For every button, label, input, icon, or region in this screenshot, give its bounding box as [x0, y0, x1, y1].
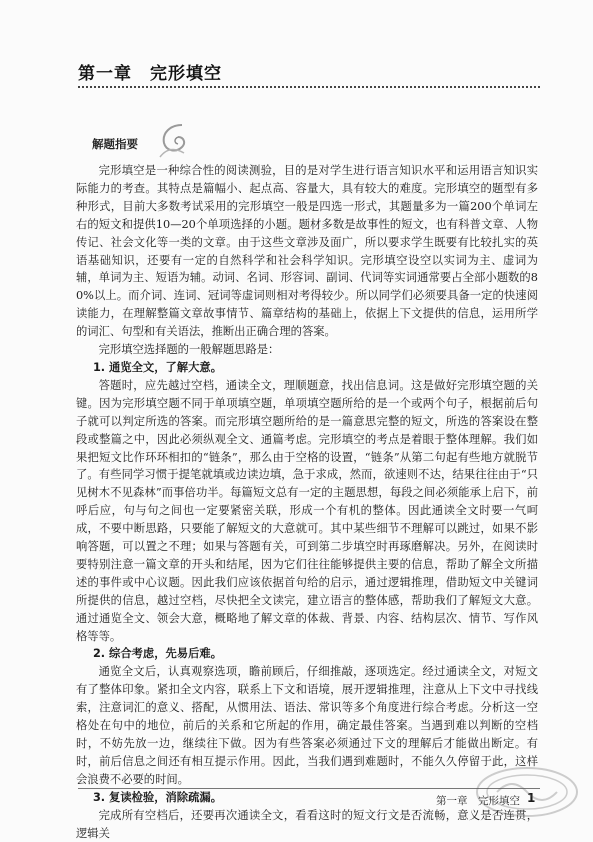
step-1-heading: 1. 通览全文，了解大意。 [92, 360, 222, 374]
header-dotted-rule [78, 86, 540, 88]
paragraph-approach: 完形填空选择题的一般解题思路是： [98, 343, 280, 357]
footer-rule [78, 788, 540, 789]
watermark-icon [472, 762, 582, 820]
swirl-decoration-icon [152, 119, 196, 163]
step-1-text: 答题时，应先越过空档，通读全文，理顺题意，找出信息词。这是做好完形填空题的关键。因为完形填空题不同于单项填空题，单项填空题所给的是一个或两个句子，根据前后句子就可以判定所选的答案。而完形填空题所给的是一篇意思完整的短文，所选的答案设在整段或整篇之中，因此必须纵观全文、通篇考虑。完形填空的考点是着眼于整体理解。我们如果把短文比作环环相扣的“链条”，那么由于空格的设置，“链条”从第二句起有些地方就脱节了。有些同学习惯于提笔就填或边读边填，急于求成，然而，欲速则不达，结果往往由于“只见树木不见森林”而事倍功半。每篇短文总有一定的主题思想，每段之间必须能承上启下，前呼后应，句与句之间也一定要紧密关联，形成一个有机的整体。因此通读全文时要一气呵成，不要中断思路，只要能了解短文的大意就可。其中某些细节不理解可以跳过，如果不影响答题，可以置之不理；如果与答题有关，可到第二步填空时再琢磨解决。另外，在阅读时要特别注意一篇文章的开头和结尾，因为它们往往能够提供主要的信息，帮助了解全文所描述的事件或中心议题。因此我们应该依据首句给的启示，通过逻辑推理，借助短文中关键词所提供的信息，越过空档，尽快把全文读完，建立语言的整体感，帮助我们了解短文大意。通过通览全文、领会大意，概略地了解文章的体裁、背景、内容、结构层次、情节、写作风格等等。 [76, 378, 538, 643]
footer-chapter-label: 第一章 完形填空 [436, 795, 520, 807]
step-2-heading: 2. 综合考虑，先易后难。 [92, 647, 222, 661]
body-text [76, 162, 538, 842]
step-3-heading: 3. 复读检验，消除疏漏。 [92, 790, 222, 804]
chapter-header [0, 59, 593, 89]
step-3-text: 完成所有空档后，还要再次通读全文，看看这时的短文行文是否流畅，意义是否连贯，逻辑关 [76, 808, 538, 840]
section-heading: 解题指要 [92, 137, 138, 151]
paragraph-intro: 完形填空是一种综合性的阅读测验，目的是对学生进行语言知识水平和运用语言知识实际能力的考查。其特点是篇幅小、起点高、容量大，具有较大的难度。完形填空的题型有多种形式，目前大多数考试采用的完形填空一般是四选一形式，其题量多为一篇200个单词左右的短文和提供10—20个单项选择的小题。题材多数是故事性的短文，也有科普文章、人物传记、社会文化等一类的文章。由于这些文章涉及面广，所以要求学生既要有比较扎实的英语基础知识，还要有一定的自然科学和社会科学知识。完形填空设空以实词为主、虚词为辅，单词为主、短语为辅。动词、名词、形容词、副词、代词等实词通常要占全部小题数的80%以上。而介词、连词、冠词等虚词则相对考得较少。所以同学们必须要具备一定的快速阅读能力，在理解整篇文章故事情节、篇章结构的基础上，依据上下文提供的信息，运用所学的词汇、句型和有关语法，推断出正确合理的答案。 [76, 164, 538, 339]
chapter-title: 第一章 完形填空 [78, 64, 222, 84]
step-2-text: 通览全文后，认真观察选项，瞻前顾后，仔细推敲，逐项选定。经过通读全文，对短文有了整体印象。紧扣全文内容，联系上下文和语境，展开逻辑推理，注意从上下文中寻找线索，注意词汇的意义、搭配，从惯用法、语法、常识等多个角度进行综合考虑。分析这一空格处在句中的地位，前后的关系和它所起的作用，确定最佳答案。当遇到难以判断的空档时，不妨先放一边，继续往下做。因为有些答案必须通过下文的理解后才能做出断定。有时，前后信息之间还有相互提示作用。因此，当我们遇到难题时，不能久久停留于此，这样会浪费不必要的时间。 [76, 665, 538, 786]
page-number: 1 [527, 791, 536, 805]
